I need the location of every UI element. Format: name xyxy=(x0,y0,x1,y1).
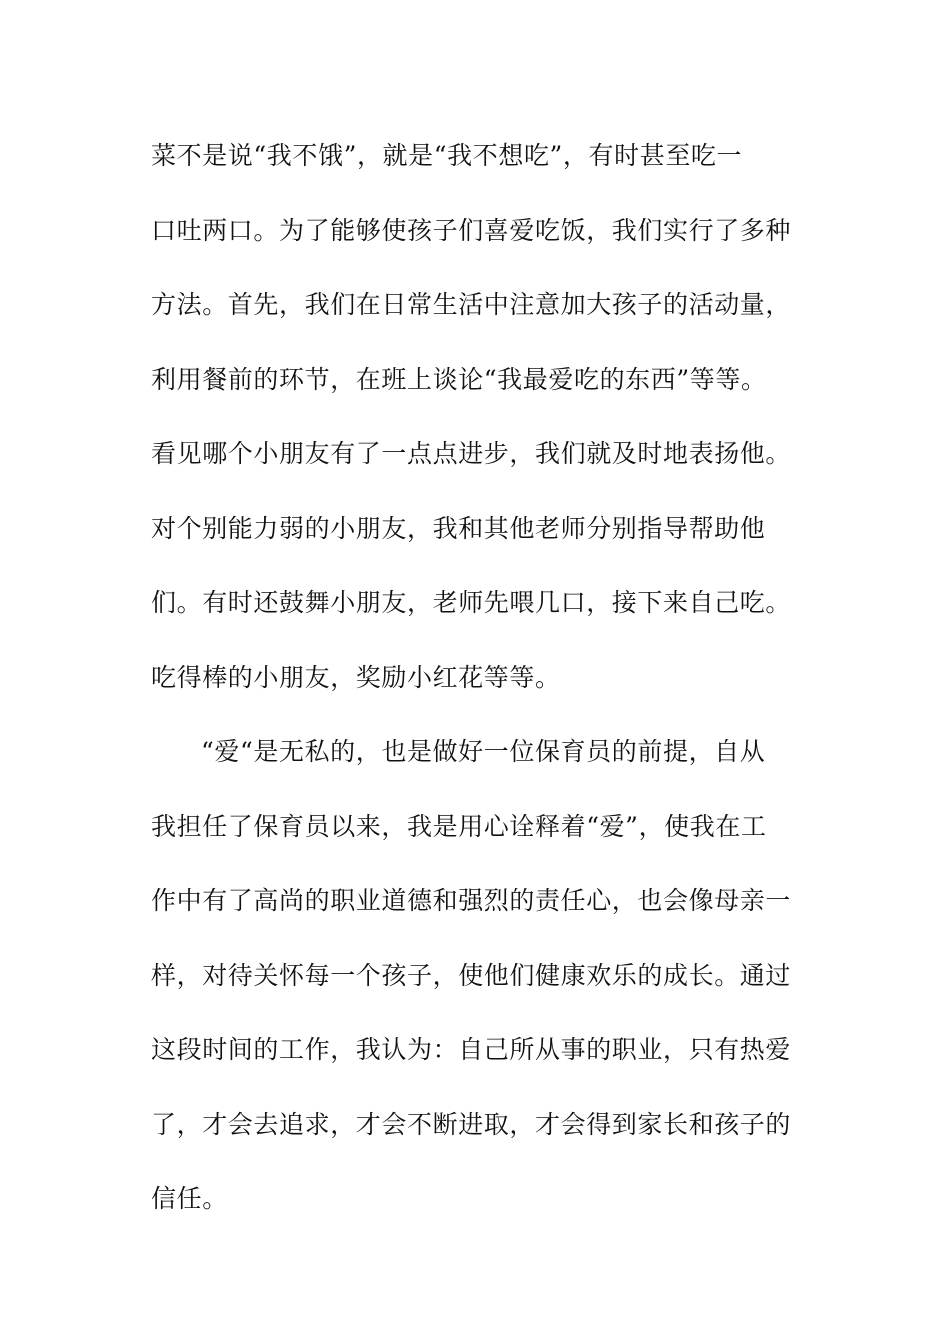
text-line: 了，才会去追求，才会不断进取，才会得到家长和孩子的 xyxy=(151,1109,792,1139)
text-line: 方法。首先，我们在日常生活中注意加大孩子的活动量， xyxy=(151,290,792,319)
text-line: 利用餐前的环节，在班上谈论“我最爱吃的东西”等等。 xyxy=(151,364,767,394)
text-line: 样，对待关怀每一个孩子，使他们健康欢乐的成长。通过 xyxy=(151,960,792,990)
text-line: 这段时间的工作，我认为：自己所从事的职业，只有热爱 xyxy=(151,1035,792,1064)
paragraph-start-line: “爱“是无私的，也是做好一位保育员的前提，自从 xyxy=(201,737,766,766)
text-line: 们。有时还鼓舞小朋友，老师先喂几口，接下来自己吃。 xyxy=(151,588,792,617)
text-line: 菜不是说“我不饿”，就是“我不想吃”，有时甚至吃一 xyxy=(151,141,743,170)
text-line: 作中有了高尚的职业道德和强烈的责任心，也会像母亲一 xyxy=(151,886,792,915)
text-line: 对个别能力弱的小朋友，我和其他老师分别指导帮助他 xyxy=(151,513,766,543)
text-line: 吃得棒的小朋友，奖励小红花等等。 xyxy=(151,662,561,692)
text-line: 信任。 xyxy=(151,1184,228,1213)
body-text xyxy=(151,130,811,1248)
text-line: 我担任了保育员以来，我是用心诠释着“爱”，使我在工 xyxy=(151,811,767,841)
text-line: 口吐两口。为了能够使孩子们喜爱吃饭，我们实行了多种 xyxy=(151,215,792,245)
text-line: 看见哪个小朋友有了一点点进步，我们就及时地表扬他。 xyxy=(151,439,792,468)
